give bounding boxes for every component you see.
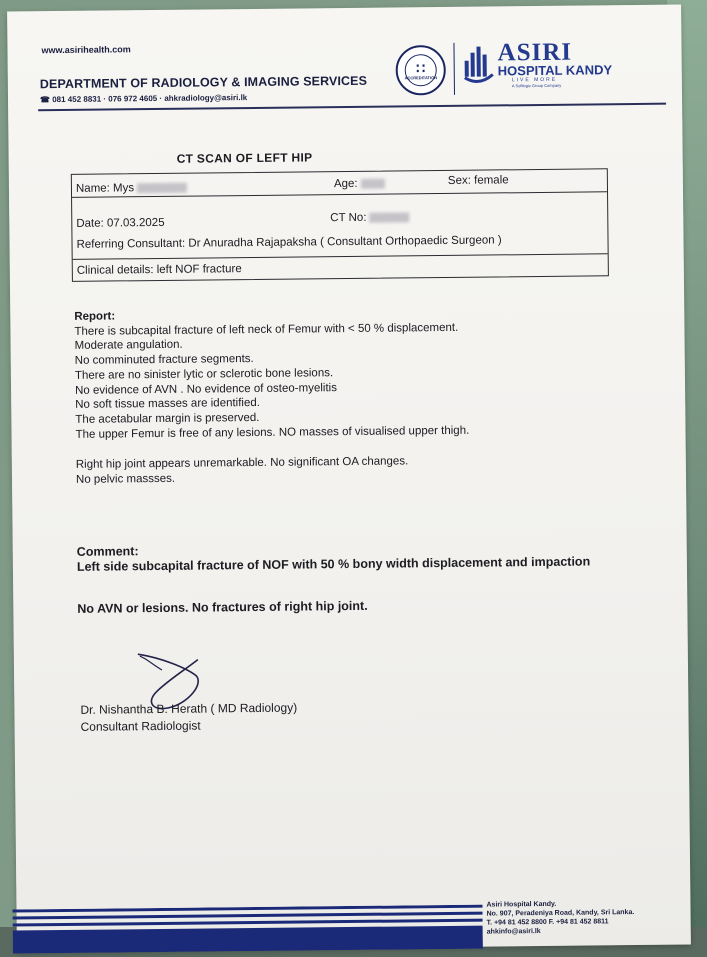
report-line: No comminuted fracture segments. — [74, 353, 254, 367]
patient-details-box — [71, 168, 609, 282]
report-line: The upper Femur is free of any lesions. NO masses of visualised upper thigh. — [75, 424, 470, 441]
report-line: Right hip joint appears unremarkable. No significant OA changes. — [75, 455, 409, 472]
referring-consultant: Referring Consultant: Dr Anuradha Rajapaksha ( Consultant Orthopaedic Surgeon ) — [76, 234, 502, 251]
report-line: No soft tissue masses are identified. — [75, 397, 261, 412]
exam-date: Date: 07.03.2025 — [76, 216, 165, 230]
redacted-ct-number — [369, 212, 409, 222]
redacted-age — [361, 179, 385, 189]
report-document — [7, 4, 691, 951]
patient-age: Age: — [334, 178, 385, 191]
report-line: No evidence of AVN . No evidence of osteo-myelitis — [75, 381, 337, 397]
report-line: There are no sinister lytic or sclerotic bone lesions. — [74, 366, 334, 382]
clinical-details: Clinical details: left NOF fracture — [76, 263, 242, 277]
brand-subtitle: HOSPITAL KANDY — [497, 62, 613, 79]
comment-section — [77, 539, 637, 575]
signatory-name: Dr. Nishantha B. Herath ( MD Radiology) — [80, 700, 298, 717]
report-heading: Report: — [74, 310, 116, 323]
department-title: DEPARTMENT OF RADIOLOGY & IMAGING SERVICES — [39, 73, 368, 92]
website-url: www.asirihealth.com — [41, 44, 131, 56]
report-section — [74, 306, 470, 488]
footer-stripes — [13, 905, 483, 954]
comment-text: Left side subcapital fracture of NOF with 50 % bony width displacement and impaction — [76, 554, 591, 574]
brand-group: A Softlogic Group Company — [511, 82, 562, 89]
brand-tagline: LIVE MORE — [511, 76, 558, 84]
comment-final: No AVN or lesions. No fractures of right hip joint. — [77, 598, 368, 616]
hospital-logo-icon — [462, 44, 494, 84]
patient-name: Name: Mys — [76, 182, 187, 195]
contact-info: ☎ 081 452 8831 · 076 972 4605 · ahkradiology@asiri.lk — [39, 93, 248, 105]
brand-name: ASIRI — [497, 38, 573, 67]
header-rule — [38, 103, 666, 112]
patient-sex: Sex: female — [447, 174, 509, 187]
signatory-role: Consultant Radiologist — [80, 718, 201, 734]
ct-number: CT No: — [330, 211, 409, 224]
report-title: CT SCAN OF LEFT HIP — [176, 150, 313, 166]
phone-icon: ☎ — [39, 95, 53, 105]
logo-separator — [453, 43, 455, 95]
accreditation-seal-icon: ∷ ACCREDITATION — [395, 45, 446, 96]
redacted-name — [137, 183, 187, 194]
report-line: No pelvic massses. — [75, 472, 176, 486]
report-line: The acetabular margin is preserved. — [75, 411, 260, 426]
footer-address: Asiri Hospital Kandy. No. 907, Peradeniya Road, Kandy, Sri Lanka. T. +94 81 452 8800 F. +94 81 452 8811 ahkinfo@asiri.lk — [486, 900, 635, 936]
report-line: Moderate angulation. — [74, 339, 183, 353]
comment-heading: Comment: — [76, 544, 139, 559]
report-line: There is subcapital fracture of left neck of Femur with < 50 % displacement. — [74, 321, 459, 338]
